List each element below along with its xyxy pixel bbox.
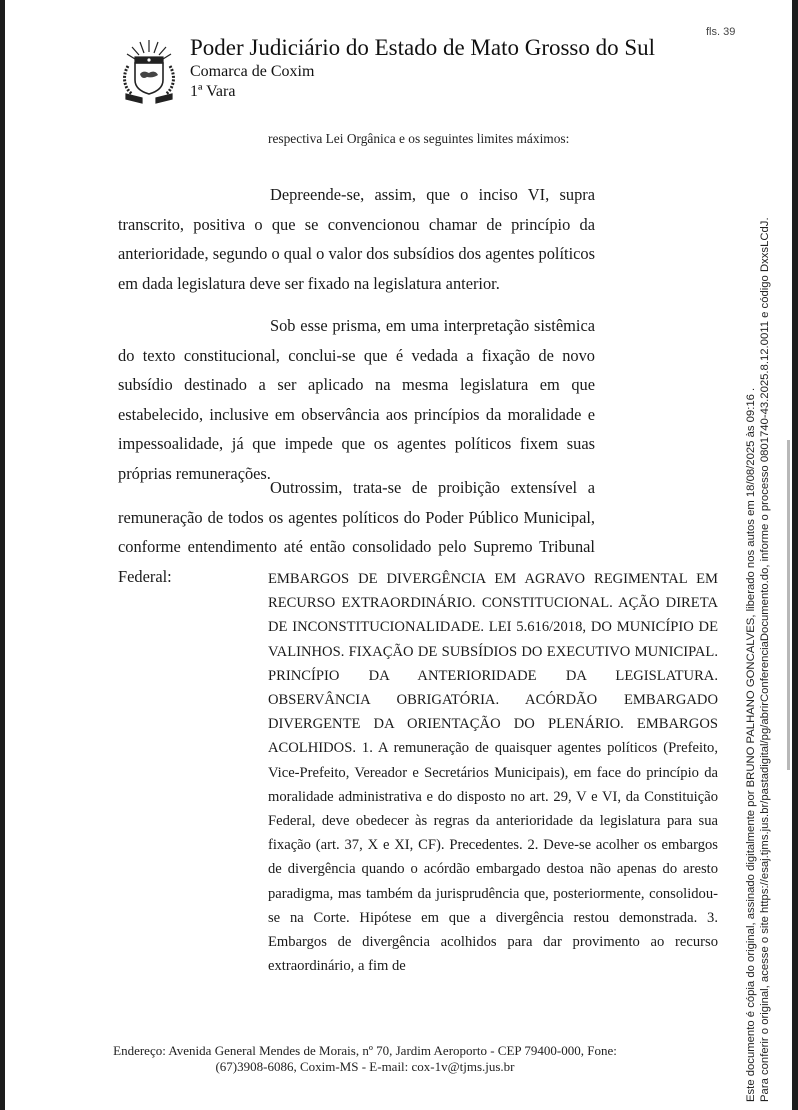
quote-text: EMBARGOS DE DIVERGÊNCIA EM AGRAVO REGIMENTAL EM RECURSO EXTRAORDINÁRIO. CONSTITUCIONAL. AÇÃO DIRETA DE INCONSTITUCIONALIDADE. LEI 5.616/2018, DO MUNICÍPIO DE VALINHOS. FIXAÇÃO DE SUBSÍDIOS DO EXECUTIVO MUNICIPAL. PRINCÍPIO DA ANTERIORIDADE DA LEGISLATURA. OBSERVÂNCIA OBRIGATÓRIA. ACÓRDÃO EMBARGADO DIVERGENTE DA ORIENTAÇÃO DO PLENÁRIO. EMBARGOS ACOLHIDOS. 1. A remuneração de quaisquer agentes políticos (Prefeito, Vice-Prefeito, Vereador e Secretários Municipais), em face do princípio da moralidade administrativa e do disposto no art. 29, V e VI, da Constituição Federal, deve obedecer às regras da anterioridade da legislatura para sua fixação (art. 37, X e XI, CF). Precedentes. 2. Deve-se acolher os embargos de divergência quando o acórdão embargado destoa não apenas do aresto paradigma, mas também da jurisprudência que, posteriormente, consolidou-se na Corte. Hipótese em que a divergência restou demonstrada. 3. Embargos de divergência acolhidos para dar provimento ao recurso extraordinário, a fim de	[268, 571, 718, 975]
signature-line: Este documento é cópia do original, assinado digitalmente por BRUNO PALHANO GONCALVES, liberado nos autos em 18/08/2025 às 09:16 .	[745, 387, 757, 1102]
court-division: 1ª Vara	[190, 83, 236, 100]
jurisprudence-quote	[268, 567, 718, 978]
footer-address: Endereço: Avenida General Mendes de Morais, nº 70, Jardim Aeroporto - CEP 79400-000, Fone:	[113, 1043, 617, 1058]
verification-line: Para conferir o original, acesse o site https://esaj.tjms.jus.br/pastadigital/pg/abrirConferenciaDocumento.do, informe o processo 0801740-43.2025.8.12.0011 e código DxxsLCdJ.	[759, 217, 771, 1102]
court-name: Poder Judiciário do Estado de Mato Grosso do Sul	[190, 35, 656, 60]
paragraph-text: Sob esse prisma, em uma interpretação sistêmica do texto constitucional, conclui-se que é vedada a fixação de novo subsídio destinado a ser aplicado na mesma legislatura em que estabelecido, inclusive em observância aos princípios da moralidade e impessoalidade, já que impede que os agentes políticos fixem suas próprias remunerações.	[118, 316, 595, 483]
lead-in-text: respectiva Lei Orgânica e os seguintes limites máximos:	[268, 131, 570, 146]
body-paragraph-1	[118, 180, 595, 298]
page-right-edge	[792, 0, 798, 1110]
scrollbar[interactable]	[787, 440, 790, 770]
coat-of-arms-seal-icon	[118, 36, 180, 106]
page-number: fls. 39	[706, 26, 736, 38]
page-left-edge	[0, 0, 5, 1110]
paragraph-text: Outrossim, trata-se de proibição extensível a remuneração de todos os agentes políticos do Poder Público Municipal, conforme entendimento até então consolidado pelo Supremo Tribunal Federal:	[118, 478, 595, 586]
district-name: Comarca de Coxim	[190, 63, 315, 80]
page-footer	[100, 1043, 630, 1075]
paragraph-text: Depreende-se, assim, que o inciso VI, supra transcrito, positiva o que se convencionou chamar de princípio da anterioridade, segundo o qual o valor dos subsídios dos agentes políticos em dada legislatura deve ser fixado na legislatura anterior.	[118, 185, 595, 293]
footer-contact: (67)3908-6086, Coxim-MS - E-mail: cox-1v@tjms.jus.br	[215, 1059, 515, 1074]
digital-signature-note	[744, 217, 772, 1102]
body-paragraph-2	[118, 311, 595, 488]
